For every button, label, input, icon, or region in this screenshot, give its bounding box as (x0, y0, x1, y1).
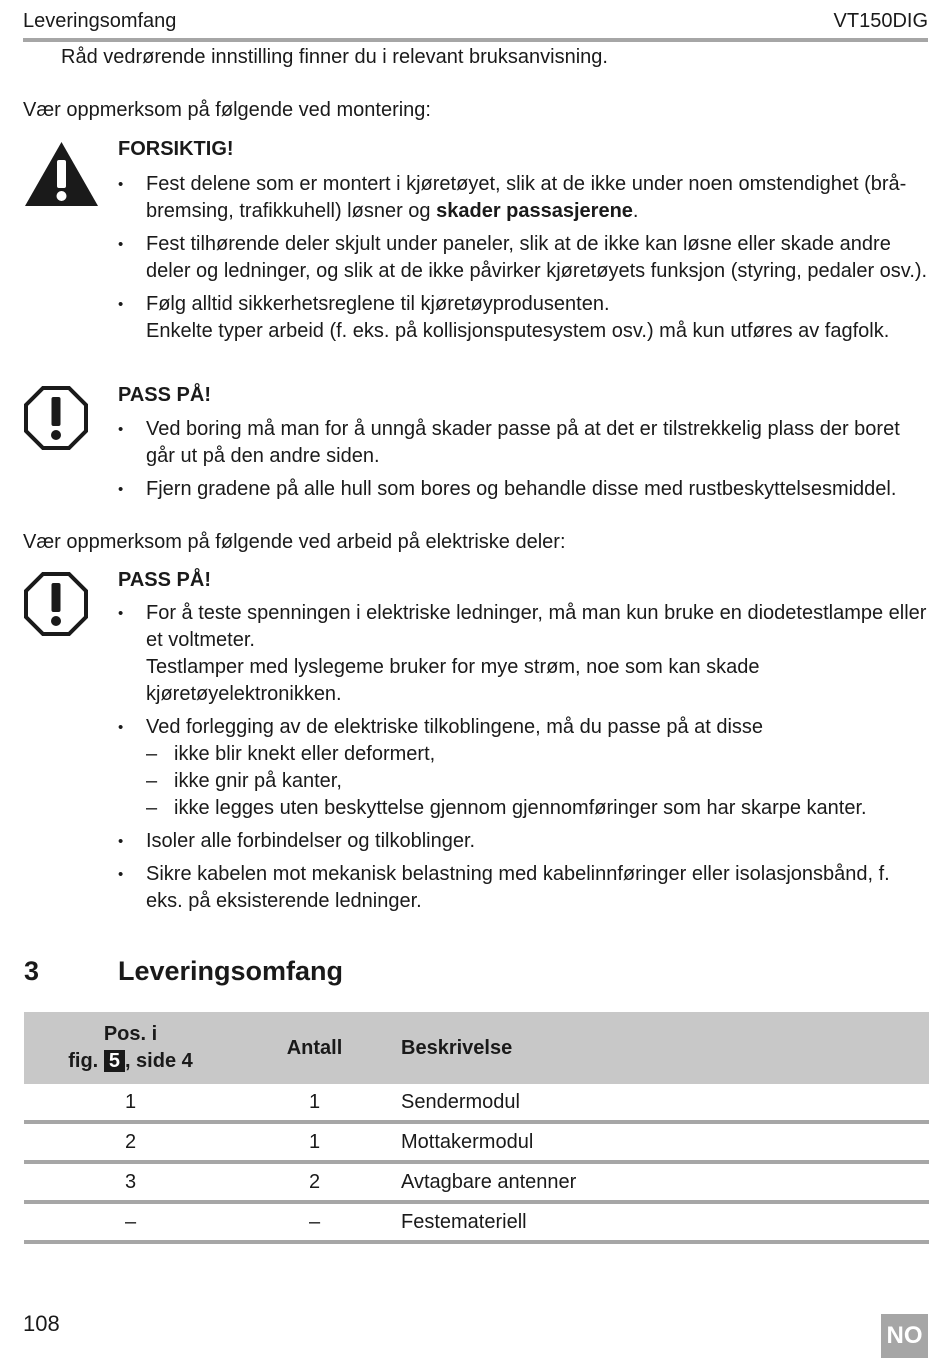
notice1-item: • Ved boring må man for å unngå skader passe på at det er tilstrekkelig plass der boret går ut på den andre siden. (118, 416, 930, 470)
col-header-qty: Antall (237, 1012, 392, 1084)
table-header-row (24, 1012, 929, 1084)
running-header-section: Leveringsomfang (23, 10, 177, 32)
table-row (24, 1162, 929, 1202)
cell-qty: 1 (237, 1122, 392, 1162)
header-divider (23, 38, 928, 42)
language-badge: NO (881, 1314, 928, 1358)
caution-list (118, 171, 930, 351)
cell-desc: Avtagbare antenner (392, 1162, 929, 1202)
figure-reference-badge: 5 (104, 1050, 125, 1072)
mount-intro: Vær oppmerksom på følgende ved montering: (23, 99, 431, 121)
notice2-item (118, 714, 930, 822)
col-header-pos-page: , side 4 (124, 1050, 193, 1072)
cell-pos: 1 (24, 1084, 237, 1122)
caution-item-line: • Følg alltid sikkerhetsreglene til kjøretøyprodusenten. (146, 293, 610, 315)
cell-desc: Festemateriell (392, 1202, 929, 1242)
electric-intro: Vær oppmerksom på følgende ved arbeid på elektriske deler: (23, 531, 566, 553)
cell-qty: 2 (237, 1162, 392, 1202)
notice2-item-line: Testlamper med lyslegeme bruker for mye strøm, noe som kan skade kjøretøyelektronikken. (146, 656, 760, 705)
running-header-model: VT150DIG (833, 10, 928, 32)
section-number: 3 (24, 956, 40, 986)
cell-desc: Sendermodul (392, 1084, 929, 1122)
notice1-item: • Fjern gradene på alle hull som bores og behandle disse med rustbeskyttelsesmiddel. (118, 476, 930, 503)
exclamation-octagon-icon (23, 385, 89, 451)
caution-title: FORSIKTIG! (118, 138, 234, 160)
col-header-pos-line1: Pos. i (103, 1023, 158, 1045)
cell-desc: Mottakermodul (392, 1122, 929, 1162)
cell-pos: 2 (24, 1122, 237, 1162)
scope-of-delivery-table (24, 1012, 929, 1244)
col-header-pos-fig: fig. (68, 1050, 99, 1072)
table-row (24, 1122, 929, 1162)
col-header-pos (24, 1012, 237, 1084)
cell-pos: – (24, 1202, 237, 1242)
notice2-item: • Sikre kabelen mot mekanisk belastning med kabelinnføringer eller isolasjonsbånd, f. eks. på eksisterende ledninger. (118, 861, 930, 915)
section-title: Leveringsomfang (118, 956, 344, 986)
intro-advice: Råd vedrørende innstilling finner du i relevant bruksanvisning. (61, 46, 608, 68)
caution-item-text: Fest delene som er montert i kjøretøyet, slik at de ikke under noen omstendighet (brå-bremsing, trafikkuhell) løsner og (146, 173, 907, 222)
notice2-list (118, 600, 930, 921)
caution-item (118, 171, 930, 225)
notice2-item (118, 600, 930, 708)
cell-qty: – (237, 1202, 392, 1242)
cell-qty: 1 (237, 1084, 392, 1122)
warning-triangle-icon (23, 140, 100, 208)
notice2-item: • Isoler alle forbindelser og tilkoblinger. (118, 828, 930, 855)
table-row (24, 1202, 929, 1242)
notice1-title: PASS PÅ! (118, 384, 211, 406)
notice2-subitem: – ikke gnir på kanter, (146, 768, 930, 795)
caution-item-line: Enkelte typer arbeid (f. eks. på kollisjonsputesystem osv.) må kun utføres av fagfolk. (146, 320, 890, 342)
caution-item: • Fest tilhørende deler skjult under paneler, slik at de ikke kan løsne eller skade andre deler og ledninger, og slik at de ikke påvirker kjøretøyets funksjon (styring, pedaler osv.). (118, 231, 930, 285)
table-row (24, 1084, 929, 1122)
notice2-title: PASS PÅ! (118, 569, 211, 591)
page-number: 108 (23, 1311, 60, 1336)
notice2-item-line: • Ved forlegging av de elektriske tilkoblingene, må du passe på at disse (146, 716, 764, 738)
col-header-pos-line2 (24, 1048, 237, 1075)
notice1-list (118, 416, 930, 509)
notice2-subitem: – ikke legges uten beskyttelse gjennom gjennomføringer som har skarpe kanter. (146, 795, 930, 822)
cell-pos: 3 (24, 1162, 237, 1202)
notice2-subitem: – ikke blir knekt eller deformert, (146, 741, 930, 768)
col-header-desc: Beskrivelse (392, 1012, 929, 1084)
caution-item-bold: skader passasjerene (436, 200, 633, 222)
caution-item-end: . (632, 200, 639, 222)
caution-item (118, 291, 930, 345)
notice2-item-line: • For å teste spenningen i elektriske ledninger, må man kun bruke en diodetestlampe eller et voltmeter. (146, 602, 927, 651)
exclamation-octagon-icon (23, 571, 89, 637)
